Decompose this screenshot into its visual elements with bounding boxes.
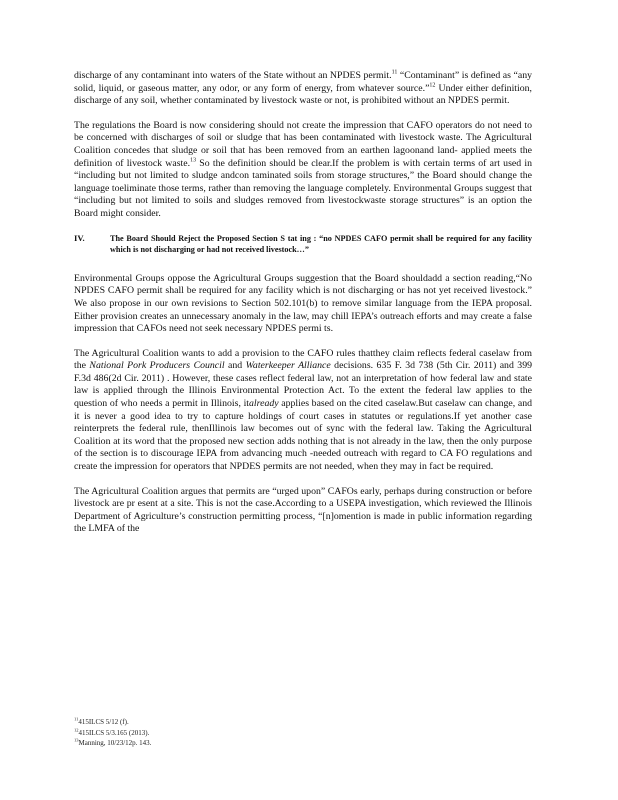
text-run: The Agricultural Coalition argues that permits are “urged upon” CAFOs early, perhaps during construction or before livestock are pr esent at a site. This is not the case.According to a USEPA investigation, which reviewed the Illinois Department of Agriculture’s construction permitting process, “[n]omention is made in public information regarding the LMFA of the (74, 485, 532, 535)
document-body (74, 70, 532, 548)
text-run: So the definition should be clear.If the problem is with certain terms of art used in “including but not limited to sludge andcon taminated soils from storage structures,” the Board should change the language toeliminate those terms, rather than removing the language completely. Environmental Groups suggest that “including but not limited to soils and sludges removed from livestockwaste storage structures” is an option the Board might consider. (74, 157, 532, 219)
case-name: National Pork Producers Council (89, 360, 225, 372)
section-title: The Board Should Reject the Proposed Section S tat ing : “no NPDES CAFO permit shall be required for any facility which is not discharging or had not received livestock…” (110, 233, 532, 255)
paragraph (74, 120, 532, 221)
footnote (74, 717, 374, 728)
paragraph (74, 70, 532, 108)
text-run: Under either definition, discharge of any soil, whether contaminated by livestock waste or not, is prohibited without an NPDES permit. (74, 82, 532, 107)
text-run: applies based on the cited caselaw.But caselaw can change, and it is never a good idea to try to capture holdings of court cases in statutes or regulations.If yet another case reinterprets the federal rule, thenIllinois law becomes out of sync with the federal law. Taking the Agricultural Coalition at its word that the proposed new section adds nothing that is not already in the law, then the only purpose of the section is to discourage IEPA from advancing much -needed outreach with regard to CA FO regulations and create the impression for operators that NPDES permits are not needed, when they may in fact be required. (74, 398, 532, 473)
footnote-text: Manning, 10/23/12p. 143. (78, 739, 152, 748)
footnote-number: 12 (74, 727, 79, 733)
paragraph (74, 273, 532, 336)
footnote (74, 728, 374, 739)
footnote-ref: 11 (391, 69, 398, 76)
footnote-number: 13 (74, 737, 79, 743)
text-run: The Agricultural Coalition wants to add a provision to the CAFO rules thatthey claim reflects federal caselaw from the (74, 347, 532, 372)
section-heading (74, 233, 532, 256)
footnote-ref: 13 (190, 157, 197, 164)
text-run: discharge of any contaminant into waters of the State without an NPDES permit. (74, 70, 392, 81)
footnote-ref: 12 (429, 82, 436, 89)
text-run: and (224, 360, 246, 372)
text-run: “Contaminant” is defined as “any solid, liquid, or gaseous matter, any odor, or any form of energy, from whatever source.” (74, 70, 533, 94)
text-run: decisions. 635 F. 3d 738 (5th Cir. 2011) and 399 F.3d 486(2d Cir. 2011) . However, these cases reflect federal law, not an interpretation of how federal law and state law is applied through the Illinois Environmental Protection Act. To the extent the federal law applies to the question of who needs a permit in Illinois, it (74, 360, 533, 410)
footnote-text: 415ILCS 5/3.165 (2013). (78, 728, 150, 737)
text-run: Environmental Groups oppose the Agricultural Groups suggestion that the Board shouldadd a section reading,“No NPDES CAFO permit shall be required for any facility which is not discharging or has not yet received livestock.” We also propose in our own revisions to Section 502.101(b) to remove similar language from the IEPA proposal. Either provision creates an unnecessary anomaly in the law, may chill IEPA’s outreach efforts and may create a false impression that CAFOs need not seek necessary NPDES permi ts. (74, 272, 532, 335)
footnote (74, 738, 374, 749)
section-number: IV. (74, 232, 85, 243)
paragraph (74, 348, 532, 474)
case-name: already (249, 398, 279, 410)
footnote-number: 11 (74, 716, 79, 722)
paragraph (74, 486, 532, 536)
footnote-text: 415ILCS 5/12 (f). (78, 718, 129, 726)
text-run: The regulations the Board is now considering should not create the impression that CAFO operators do not need to be concerned with discharges of soil or sludge that has been contaminated with livestock waste. The Agricultural Coalition concedes that sludge or soil that has been removed from an earthen lagoonand land- applied meets the definition of livestock waste. (74, 119, 532, 169)
footnotes (74, 717, 374, 749)
case-name: Waterkeeper Alliance (245, 360, 331, 372)
